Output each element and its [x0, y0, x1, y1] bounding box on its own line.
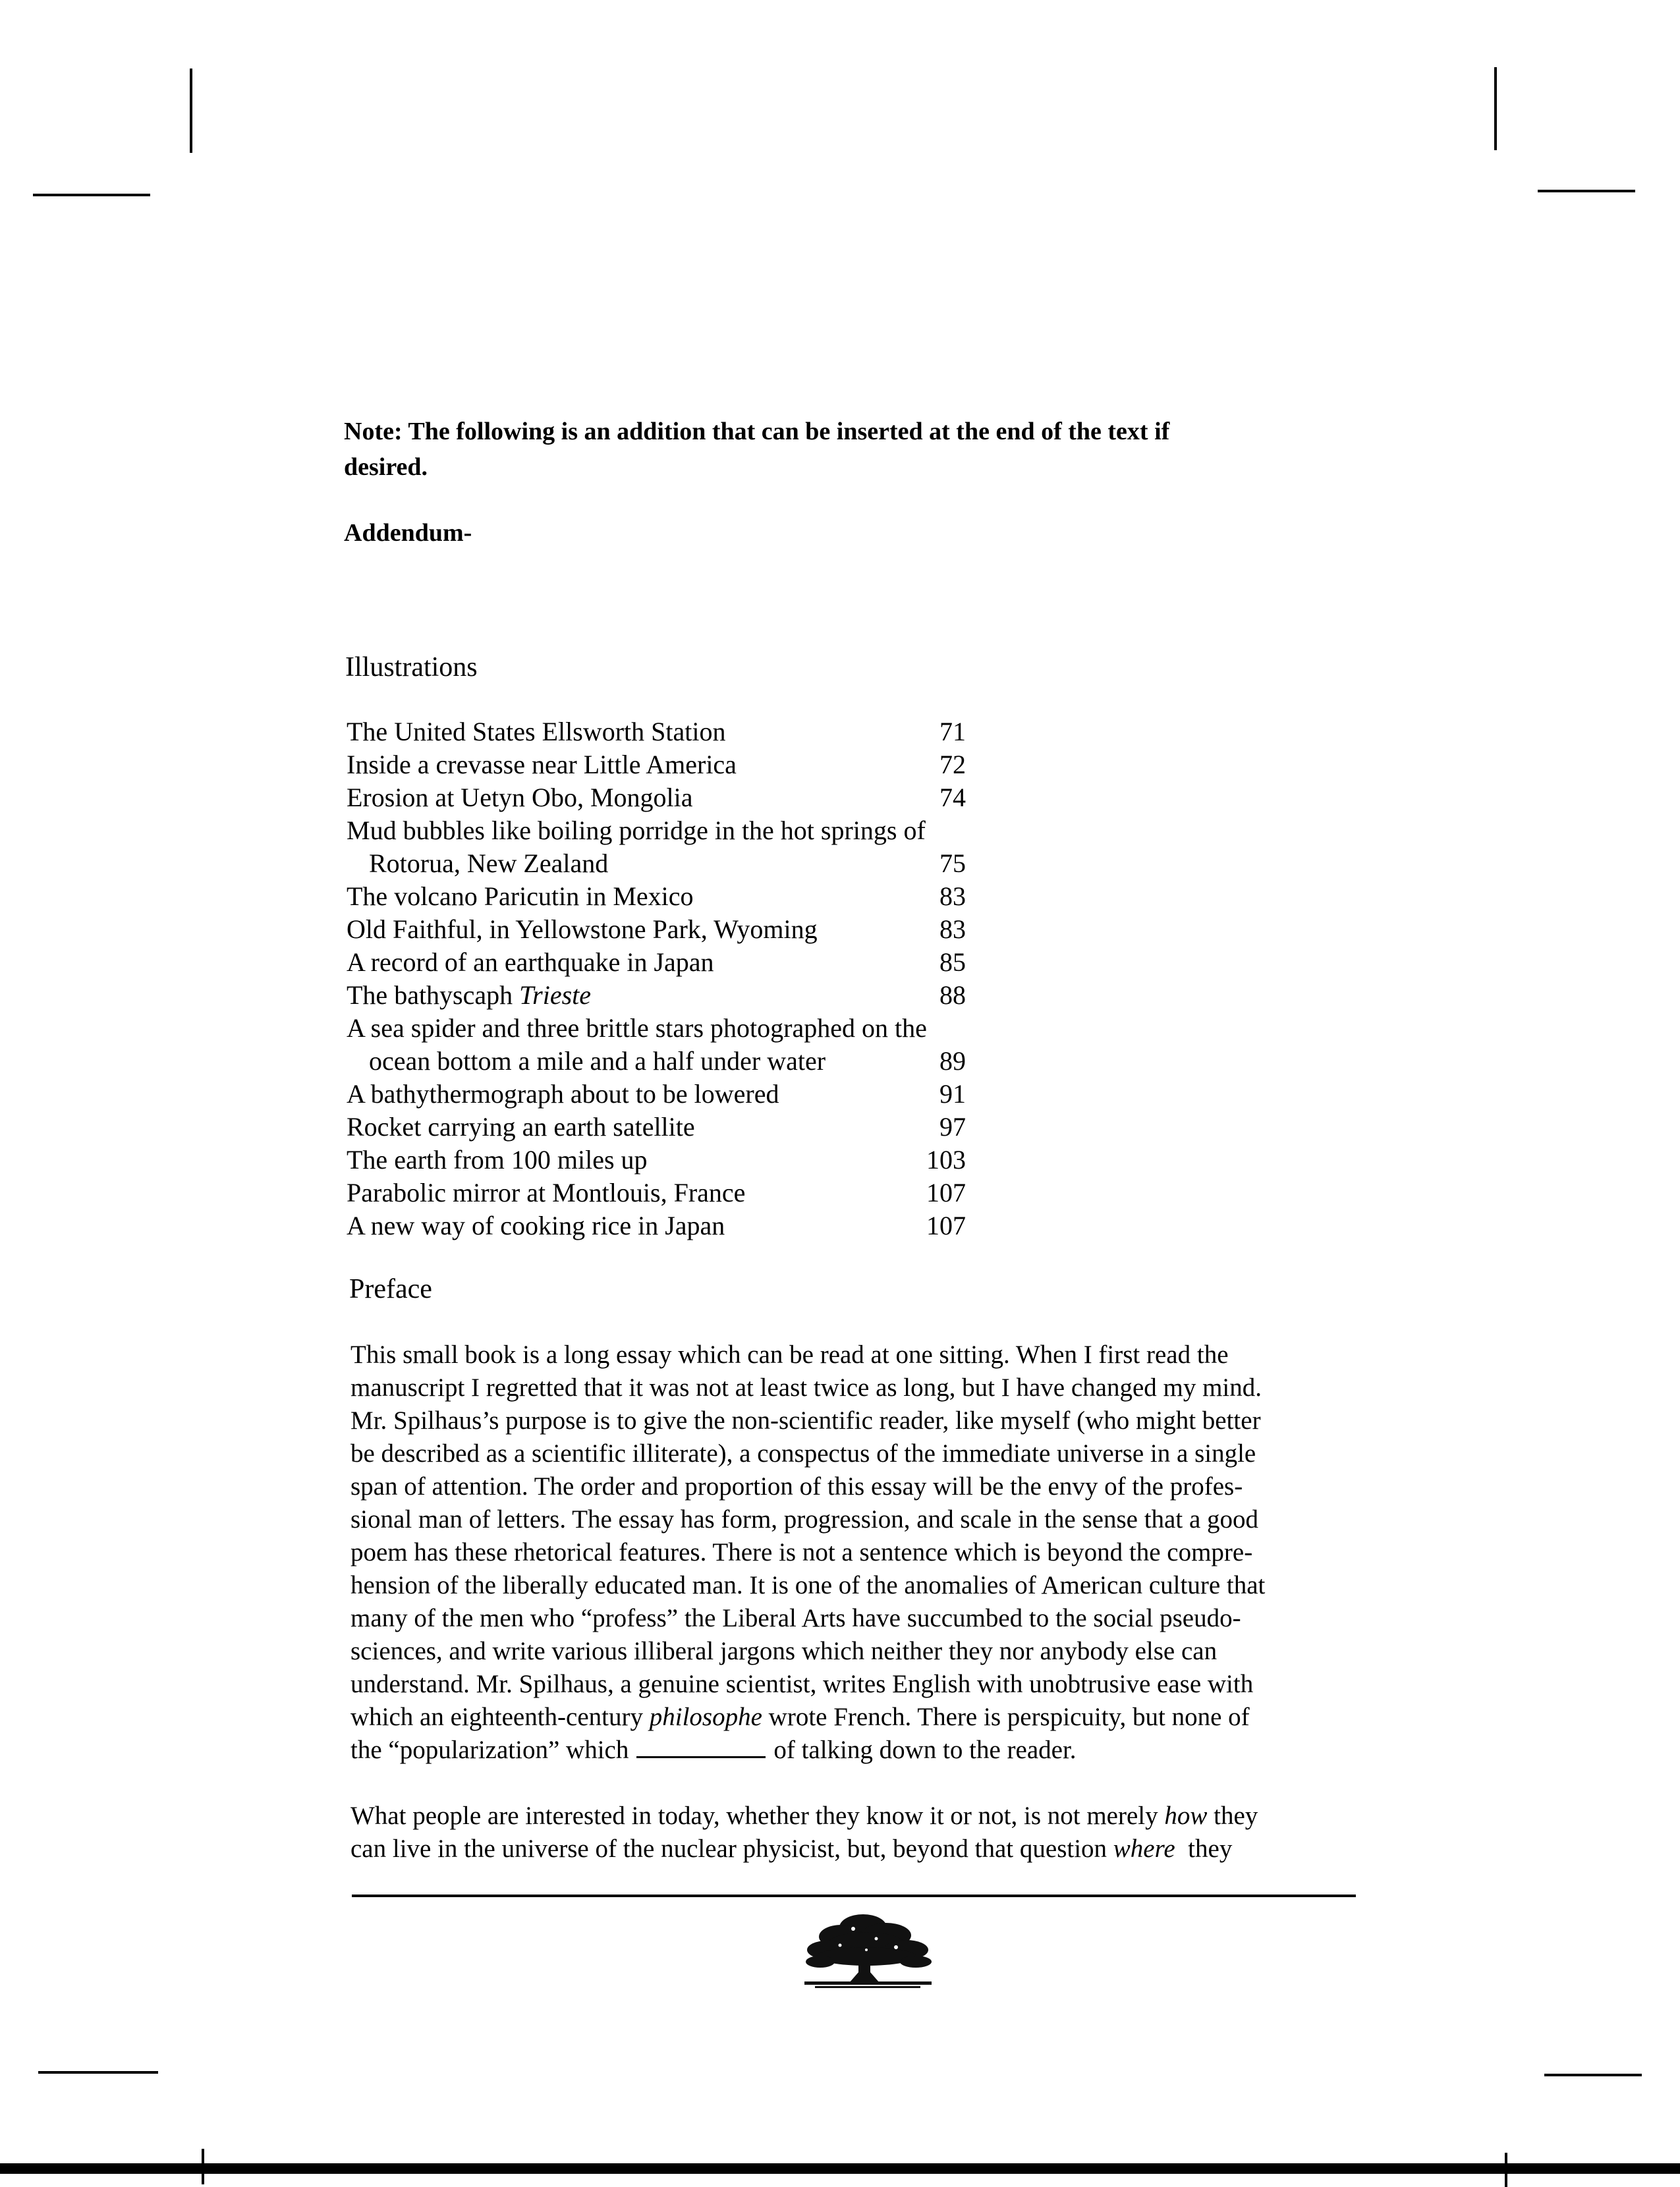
illustration-title: A sea spider and three brittle stars photographed on the: [347, 1013, 927, 1043]
illustration-page-number: 103: [926, 1145, 966, 1175]
preface-line: can live in the universe of the nuclear physicist, but, beyond that question where they: [350, 1835, 1233, 1863]
preface-line: be described as a scientific illiterate), a conspectus of the immediate universe in a single: [350, 1439, 1256, 1468]
illustration-entry: [347, 1111, 966, 1144]
illustration-title: Erosion at Uetyn Obo, Mongolia: [347, 783, 693, 812]
preface-paragraph-2: [350, 1800, 1352, 1866]
preface-line: which an eighteenth-century philosophe wrote French. There is perspicuity, but none of: [350, 1703, 1250, 1731]
preface-line: Mr. Spilhaus’s purpose is to give the non-scientific reader, like myself (who might better: [350, 1406, 1261, 1435]
illustration-page-number: 107: [926, 1211, 966, 1240]
illustrations-list: [347, 715, 966, 1242]
preface-line: sional man of letters. The essay has form, progression, and scale in the sense that a good: [350, 1505, 1259, 1534]
addendum-label: Addendum-: [344, 519, 472, 547]
preface-line: the “popularization” which of talking down to the reader.: [350, 1736, 1077, 1764]
illustration-entry: [347, 715, 966, 748]
preface-line: manuscript I regretted that it was not at least twice as long, but I have changed my mind.: [350, 1373, 1262, 1402]
preface-line: This small book is a long essay which can be read at one sitting. When I first read the: [350, 1341, 1229, 1369]
scan-bottom-edge: [0, 2163, 1680, 2174]
illustration-entry: [347, 880, 966, 913]
illustration-title: A new way of cooking rice in Japan: [347, 1211, 725, 1240]
illustration-title: ocean bottom a mile and a half under water: [369, 1046, 826, 1076]
illustration-entry: [347, 1144, 966, 1177]
preface-line: understand. Mr. Spilhaus, a genuine scientist, writes English with unobtrusive ease with: [350, 1670, 1254, 1698]
illustration-title: The United States Ellsworth Station: [347, 717, 726, 746]
illustration-page-number: 88: [939, 980, 966, 1010]
preface-line: span of attention. The order and proportion of this essay will be the envy of the profes-: [350, 1472, 1243, 1501]
illustration-entry: [347, 1177, 966, 1209]
oak-tree-logo-icon: [800, 1909, 936, 1991]
illustration-page-number: 85: [939, 947, 966, 977]
illustration-entry: [347, 781, 966, 814]
illustration-title: Inside a crevasse near Little America: [347, 750, 737, 779]
illustration-page-number: 91: [939, 1079, 966, 1109]
blank-underline: [636, 1756, 766, 1758]
illustration-page-number: 97: [939, 1112, 966, 1142]
crop-mark-top-right-vertical: [1494, 67, 1497, 150]
footer-rule: [352, 1895, 1356, 1897]
illustration-page-number: 107: [926, 1178, 966, 1207]
illustration-page-number: 71: [939, 717, 966, 746]
illustration-title: Mud bubbles like boiling porridge in the hot springs of: [347, 816, 926, 845]
italic-word: Trieste: [519, 980, 592, 1010]
illustration-title: A record of an earthquake in Japan: [347, 947, 714, 977]
illustrations-heading: Illustrations: [345, 652, 478, 682]
illustration-entry: [347, 847, 966, 880]
illustration-page-number: 74: [939, 783, 966, 812]
italic-word: philosophe: [649, 1703, 762, 1731]
illustration-entry: [347, 814, 966, 847]
illustration-entry: [347, 1209, 966, 1242]
preface-paragraph-1: [350, 1339, 1352, 1701]
illustration-page-number: 72: [939, 750, 966, 779]
illustration-title: Rotorua, New Zealand: [369, 848, 609, 878]
illustration-title: The volcano Paricutin in Mexico: [347, 881, 694, 911]
editorial-note: [344, 414, 1279, 485]
crop-mark-bottom-right-horizontal: [1544, 2074, 1642, 2076]
preface-line: What people are interested in today, whether they know it or not, is not merely how they: [350, 1802, 1258, 1830]
crop-mark-bottom-left-horizontal: [38, 2071, 158, 2074]
illustration-entry: [347, 1045, 966, 1078]
preface-line: many of the men who “profess” the Liberal Arts have succumbed to the social pseudo-: [350, 1604, 1241, 1632]
illustration-page-number: 83: [939, 914, 966, 944]
illustration-title: Parabolic mirror at Montlouis, France: [347, 1178, 746, 1207]
illustration-page-number: 89: [939, 1046, 966, 1076]
illustration-entry: [347, 1012, 966, 1045]
illustration-entry: [347, 748, 966, 781]
illustration-entry: [347, 979, 966, 1012]
crop-mark-top-left-vertical: [190, 69, 192, 153]
illustration-page-number: 83: [939, 881, 966, 911]
illustration-title: Rocket carrying an earth satellite: [347, 1112, 695, 1142]
note-line-2: desired.: [344, 453, 428, 481]
illustration-title: The bathyscaph Trieste: [347, 980, 592, 1010]
preface-line: hension of the liberally educated man. It is one of the anomalies of American culture that: [350, 1571, 1266, 1599]
crop-mark-top-right-horizontal: [1538, 190, 1635, 192]
note-line-1: Note: The following is an addition that can be inserted at the end of the text if: [344, 418, 1170, 445]
illustration-entry: [347, 1078, 966, 1111]
preface-body: [350, 1339, 1352, 1866]
preface-heading: Preface: [349, 1274, 432, 1304]
illustration-title: The earth from 100 miles up: [347, 1145, 648, 1175]
preface-line: poem has these rhetorical features. There is not a sentence which is beyond the compre-: [350, 1538, 1253, 1566]
crop-mark-top-left-horizontal: [33, 194, 150, 196]
illustration-page-number: 75: [939, 848, 966, 878]
illustration-title: A bathythermograph about to be lowered: [347, 1079, 779, 1109]
illustration-entry: [347, 946, 966, 979]
italic-word: where: [1113, 1835, 1175, 1863]
illustration-title: Old Faithful, in Yellowstone Park, Wyoming: [347, 914, 818, 944]
preface-line: sciences, and write various illiberal jargons which neither they nor anybody else can: [350, 1637, 1218, 1665]
italic-word: how: [1164, 1802, 1208, 1830]
illustration-entry: [347, 913, 966, 946]
